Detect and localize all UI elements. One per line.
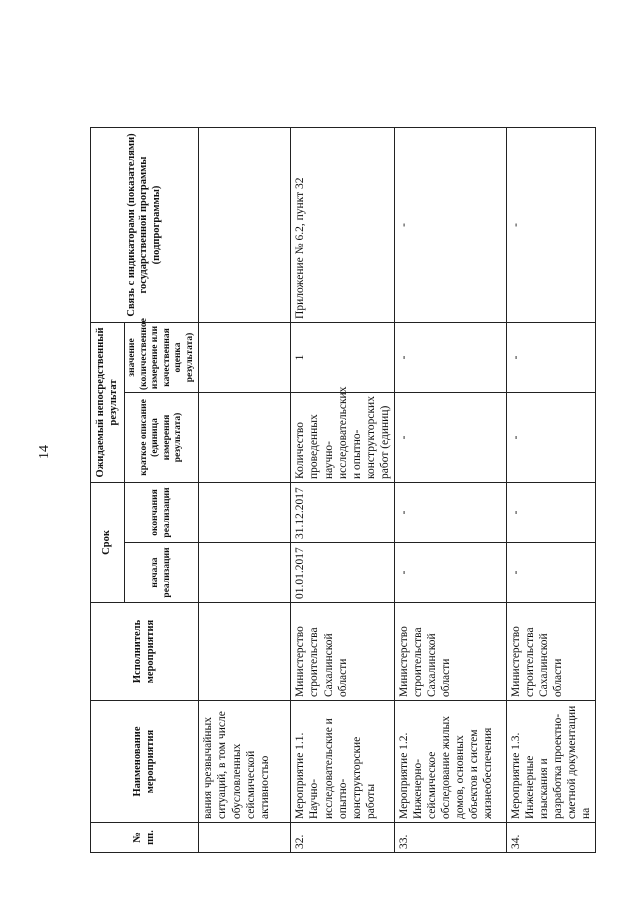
page-number: 14	[37, 445, 52, 459]
cell-link: Приложение № 6.2, пункт 32	[291, 127, 394, 322]
table-row	[506, 127, 595, 852]
cell-value	[199, 322, 291, 392]
table-row	[291, 127, 394, 852]
cell-executor: Министерство строительства Сахалинской области	[506, 603, 595, 701]
cell-value: -	[394, 322, 506, 392]
cell-start: 01.01.2017	[291, 543, 394, 603]
cell-value: -	[506, 322, 595, 392]
table-row	[394, 127, 506, 852]
cell-num: 33.	[394, 823, 506, 853]
header-expected: Ожидаемый непосредственный результат	[91, 322, 125, 482]
cell-executor	[199, 603, 291, 701]
measures-table	[90, 127, 596, 853]
cell-name: Мероприятие 1.1. Научно-исследовательские и опытно-конструкторские работы	[291, 701, 394, 823]
table-row	[199, 127, 291, 852]
cell-name: вания чрезвычайных ситуаций, в том числе обусловленных сейсмической активностью	[199, 701, 291, 823]
cell-end: -	[506, 482, 595, 542]
header-expected-desc: краткое описание (единица измерения результата)	[125, 392, 199, 482]
header-row-1	[91, 127, 125, 852]
cell-start: -	[506, 543, 595, 603]
cell-link: -	[394, 127, 506, 322]
cell-end	[199, 482, 291, 542]
cell-executor: Министерство строительства Сахалинской области	[291, 603, 394, 701]
header-term-start: начала реализации	[125, 543, 199, 603]
cell-name: Мероприятие 1.3. Инженерные изыскания и разработка проектно-сметной документации на	[506, 701, 595, 823]
cell-value: 1	[291, 322, 394, 392]
cell-link: -	[506, 127, 595, 322]
cell-start	[199, 543, 291, 603]
cell-num: 34.	[506, 823, 595, 853]
header-executor: Исполнитель мероприятия	[91, 603, 199, 701]
cell-num: 32.	[291, 823, 394, 853]
header-link: Связь с индикаторами (показателями) государственной программы (подпрограммы)	[91, 127, 199, 322]
header-expected-value: значение (количественное измерение или качественная оценка результата)	[125, 322, 199, 392]
cell-end: -	[394, 482, 506, 542]
cell-num	[199, 823, 291, 853]
cell-end: 31.12.2017	[291, 482, 394, 542]
cell-desc: Количество проведенных научно-исследовательских и опытно-конструкторских работ (единиц)	[291, 392, 394, 482]
cell-desc	[199, 392, 291, 482]
rotated-table-wrapper	[90, 128, 592, 853]
cell-start: -	[394, 543, 506, 603]
cell-desc: -	[394, 392, 506, 482]
cell-name: Мероприятие 1.2. Инженерно-сейсмическое обследование жилых домов, основных объектов и систем жизнеобеспечения	[394, 701, 506, 823]
header-num: № пп.	[91, 823, 199, 853]
header-name: Наименование мероприятия	[91, 701, 199, 823]
header-term-end: окончания реализации	[125, 482, 199, 542]
cell-executor: Министерство строительства Сахалинской области	[394, 603, 506, 701]
cell-link	[199, 127, 291, 322]
header-term: Срок	[91, 482, 125, 602]
cell-desc: -	[506, 392, 595, 482]
